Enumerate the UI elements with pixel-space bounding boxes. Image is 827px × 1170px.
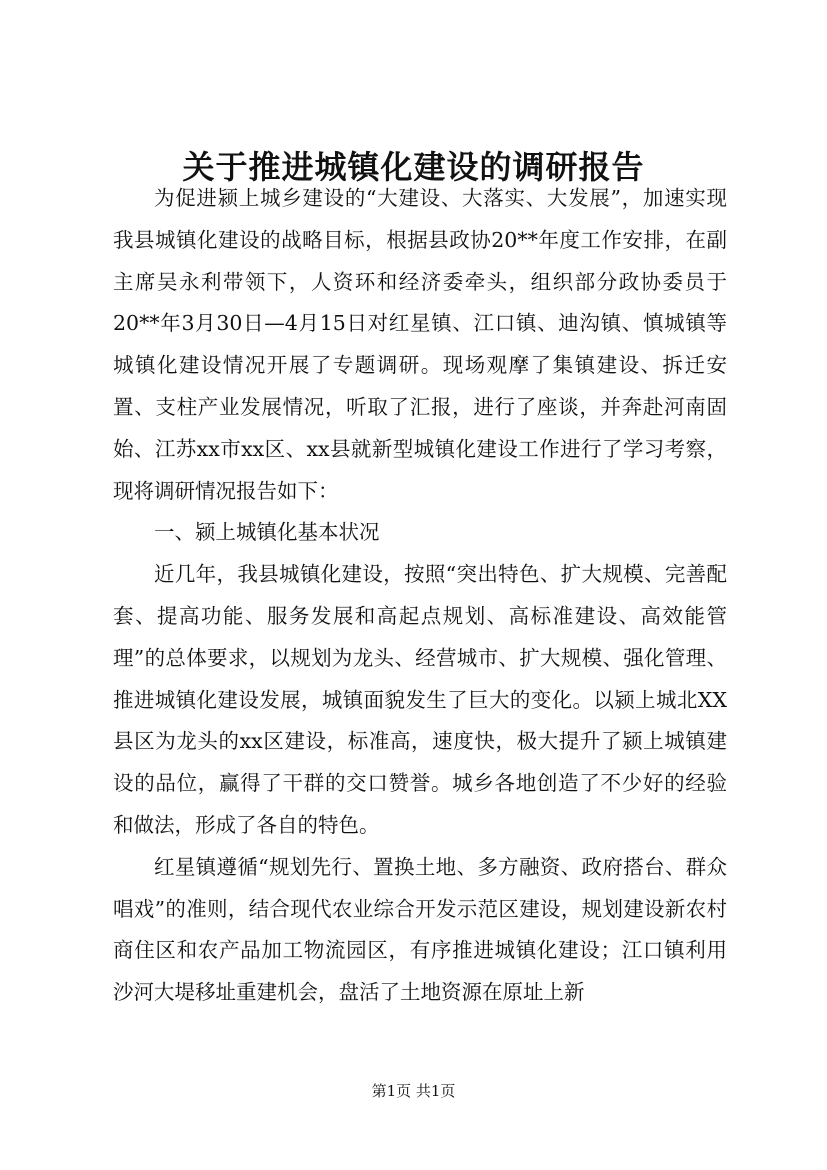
- paragraph-towns: 红星镇遵循“规划先行、置换土地、多方融资、政府搭台、群众唱戏”的准则，结合现代农业综合开发示范区建设，规划建设新农村商住区和农产品加工物流园区，有序推进城镇化建设；江口镇利用沙河大堤移址重建机会，盘活了土地资源在原址上新: [113, 854, 727, 1005]
- paragraph-overview: 近几年，我县城镇化建设，按照“突出特色、扩大规模、完善配套、提高功能、服务发展和高起点规划、高标准建设、高效能管理”的总体要求，以规划为龙头、经营城市、扩大规模、强化管理、推进城镇化建设发展，城镇面貌发生了巨大的变化。以颍上城北XX县区为龙头的xx区建设，标准高，速度快，极大提升了颍上城镇建设的品位，赢得了干群的交口赞誉。城乡各地创造了不少好的经验和做法，形成了各自的特色。: [113, 562, 727, 837]
- document-body: [113, 178, 727, 1014]
- paragraph-intro: 为促进颍上城乡建设的“大建设、大落实、大发展”，加速实现我县城镇化建设的战略目标，根据县政协20**年度工作安排，在副主席吴永利带领下，人资环和经济委牵头，组织部分政协委员于20**年3月30日—4月15日对红星镇、江口镇、迪沟镇、慎城镇等城镇化建设情况开展了专题调研。现场观摩了集镇建设、拆迁安置、支柱产业发展情况，听取了汇报，进行了座谈，并奔赴河南固始、江苏xx市xx区、xx县就新型城镇化建设工作进行了学习考察，现将调研情况报告如下：: [113, 186, 727, 503]
- page-footer: 第1页 共1页: [371, 1082, 456, 1100]
- document-title: 关于推进城镇化建设的调研报告: [182, 148, 645, 186]
- section-heading-1: 一、颍上城镇化基本状况: [154, 520, 380, 545]
